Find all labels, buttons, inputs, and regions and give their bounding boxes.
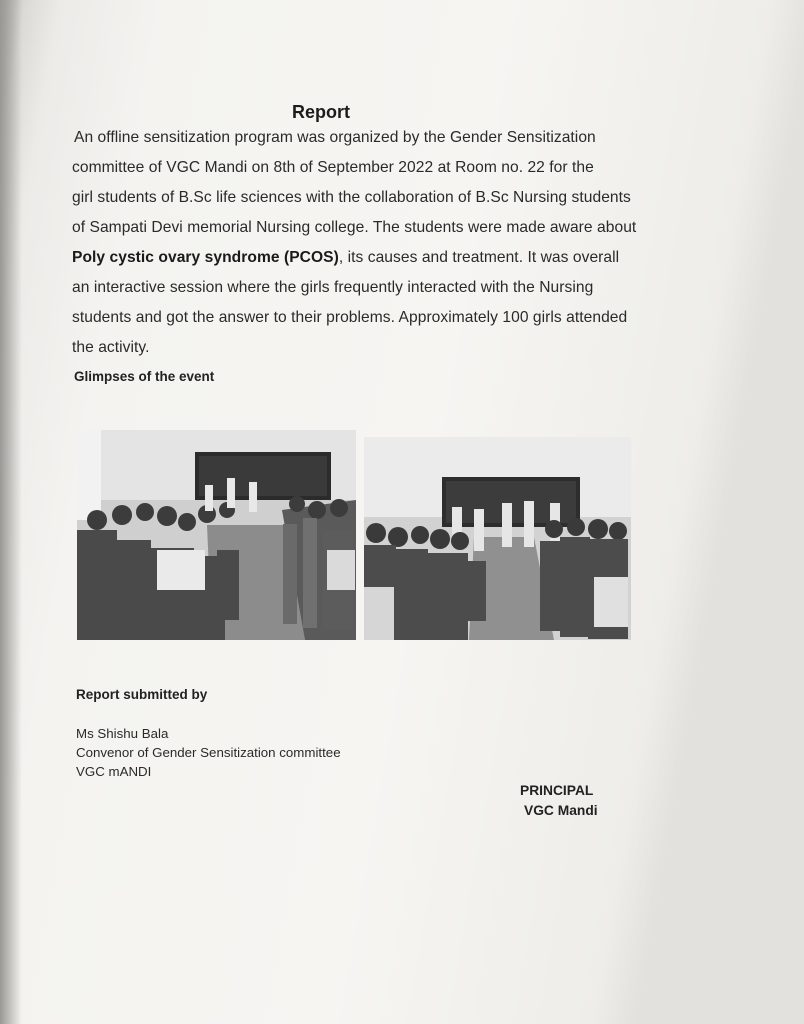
submitter-name: Ms Shishu Bala <box>76 726 169 741</box>
paragraph-line: the activity. <box>72 339 150 356</box>
paragraph-line: of Sampati Devi memorial Nursing college. The students were made aware about <box>72 219 637 236</box>
report-title: Report <box>292 102 350 122</box>
paragraph-line: girl students of B.Sc life sciences with the collaboration of B.Sc Nursing students <box>72 189 631 206</box>
glimpses-heading: Glimpses of the event <box>74 369 215 384</box>
event-photo-1 <box>77 430 356 640</box>
submitter-designation: Convenor of Gender Sensitization committee <box>76 745 341 760</box>
classroom-photo-icon <box>77 430 356 640</box>
paragraph-line: students and got the answer to their problems. Approximately 100 girls attended <box>72 309 628 326</box>
paragraph-line-rest: , its causes and treatment. It was overall <box>338 249 620 266</box>
paragraph-line: An offline sensitization program was organized by the Gender Sensitization <box>74 129 596 146</box>
principal-institution: VGC Mandi <box>524 803 598 818</box>
classroom-photo-icon <box>364 437 631 640</box>
paragraph-line <box>72 249 619 267</box>
principal-title: PRINCIPAL <box>520 783 594 798</box>
event-photo-2 <box>364 437 631 640</box>
submitted-by-heading: Report submitted by <box>76 687 208 702</box>
report-paragraph <box>0 0 804 400</box>
paragraph-line: an interactive session where the girls frequently interacted with the Nursing <box>72 279 594 296</box>
paragraph-line: committee of VGC Mandi on 8th of September 2022 at Room no. 22 for the <box>72 159 594 176</box>
submitter-institution: VGC mANDI <box>76 764 152 779</box>
pcos-bold-text: Poly cystic ovary syndrome (PCOS) <box>72 249 339 266</box>
